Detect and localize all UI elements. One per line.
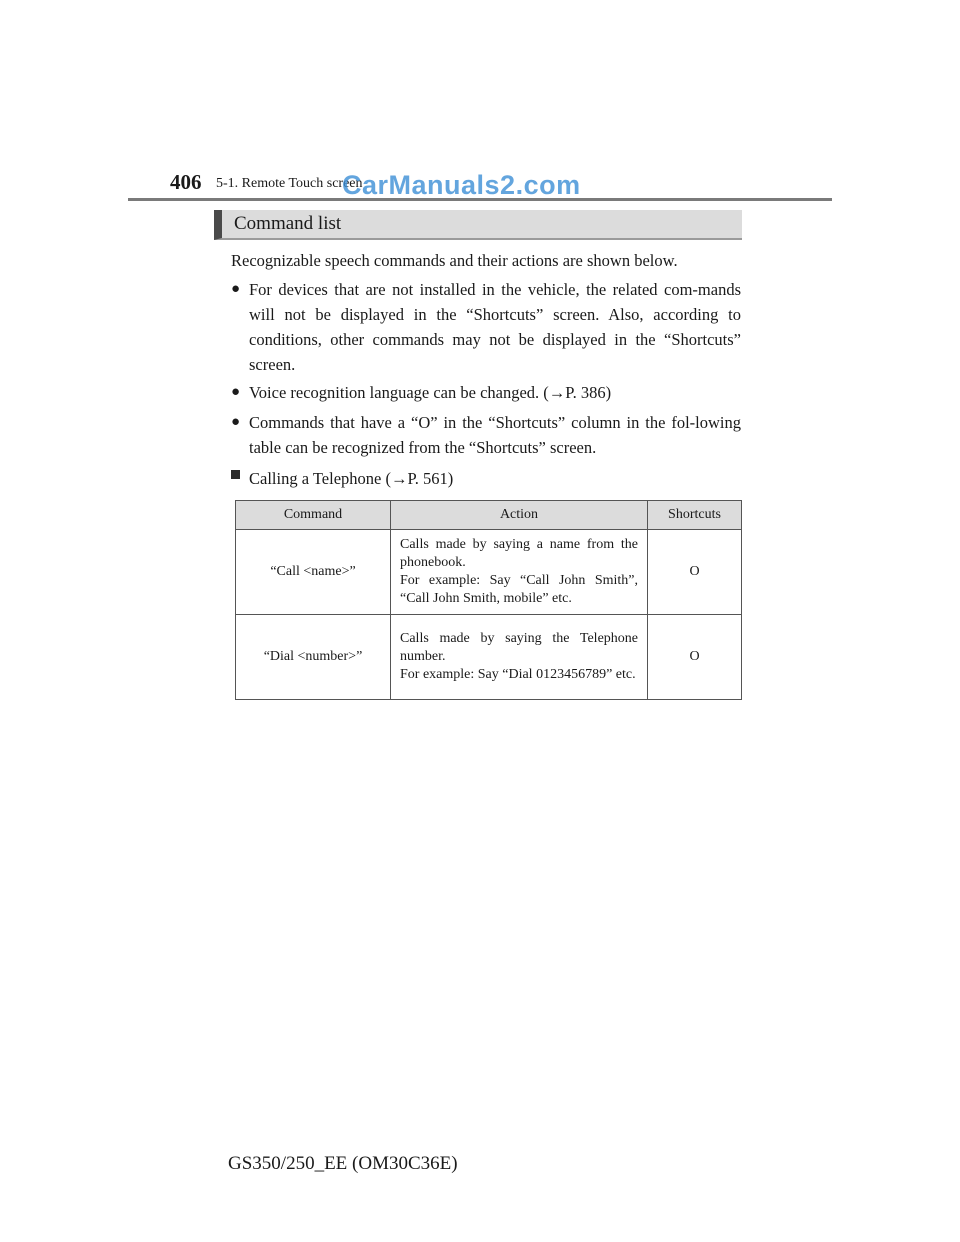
action-description: Calls made by saying a name from the phonebook. (400, 537, 638, 570)
table-row (236, 530, 742, 615)
header-command: Command (236, 501, 391, 530)
square-bullet-icon (231, 470, 240, 479)
action-example: For example: Say “Dial 0123456789” etc. (400, 667, 636, 682)
footer-model-code: GS350/250_EE (OM30C36E) (228, 1153, 458, 1174)
shortcut-cell: O (648, 530, 742, 615)
action-description: Calls made by saying the Telephone number. (400, 631, 638, 664)
bullet-text: Commands that have a “O” in the “Shortcuts” column in the fol-lowing table can be recognized from the “Shortcuts” screen. (249, 413, 741, 457)
subheading-text: Calling a Telephone (→P. 561) (249, 469, 454, 488)
command-cell: “Dial <number>” (236, 615, 391, 700)
bullet-dot-icon: ● (231, 414, 241, 430)
command-cell: “Call <name>” (236, 530, 391, 615)
header-shortcuts: Shortcuts (648, 501, 742, 530)
action-cell (391, 530, 648, 615)
shortcut-cell: O (648, 615, 742, 700)
page-number: 406 (170, 170, 202, 194)
header-rule (128, 198, 832, 201)
section-title: 5-1. Remote Touch screen (216, 176, 363, 191)
bullet-text: Voice recognition language can be changed. (→P. 386) (249, 383, 612, 402)
action-example: For example: Say “Call John Smith”, “Call John Smith, mobile” etc. (400, 573, 638, 606)
section-heading-text: Command list (234, 213, 342, 234)
table-row (236, 615, 742, 700)
bullet-text: For devices that are not installed in the vehicle, the related com-mands will not be displayed in the “Shortcuts” screen. Also, according to conditions, other commands may not be displayed in the “Shortcuts” screen. (249, 280, 741, 374)
section-heading (214, 210, 742, 240)
watermark-logo: CarManuals2.com (342, 170, 581, 200)
action-cell (391, 615, 648, 700)
command-table (235, 500, 742, 700)
bullet-dot-icon: ● (231, 281, 241, 297)
bullet-dot-icon: ● (231, 384, 241, 400)
header-action: Action (391, 501, 648, 530)
table-header-row (236, 501, 742, 530)
intro-paragraph: Recognizable speech commands and their actions are shown below. (231, 251, 678, 270)
